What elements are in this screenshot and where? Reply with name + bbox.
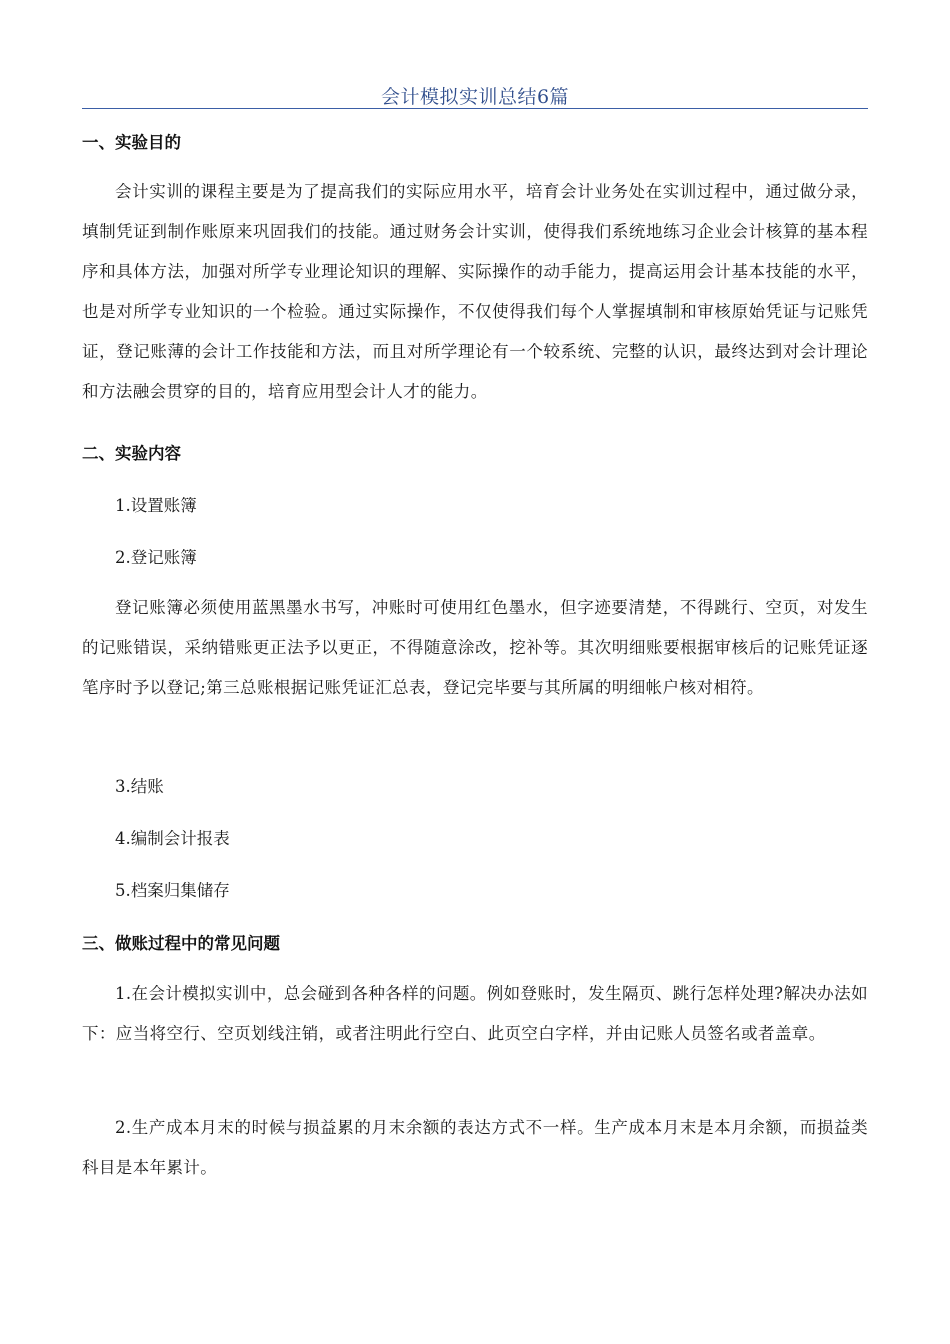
section-heading-purpose: 一、实验目的	[82, 133, 181, 152]
content-item-2: 2.登记账簿	[115, 548, 197, 567]
content-paragraph: 登记账簿必须使用蓝黑墨水书写，冲账时可使用红色墨水，但字迹要清楚，不得跳行、空页，对发生的记账错误，采纳错账更正法予以更正，不得随意涂改，挖补等。其次明细账要根据审核后的记账凭证逐笔序时予以登记;第三总账根据记账凭证汇总表，登记完毕要与其所属的明细帐户核对相符。	[82, 598, 868, 697]
content-item-3: 3.结账	[115, 777, 164, 796]
content-item-4: 4.编制会计报表	[115, 829, 230, 848]
document-title: 会计模拟实训总结6篇	[380, 86, 570, 108]
content-item-5: 5.档案归集储存	[115, 881, 230, 900]
purpose-paragraph: 会计实训的课程主要是为了提高我们的实际应用水平，培育会计业务处在实训过程中，通过做分录，填制凭证到制作账原来巩固我们的技能。通过财务会计实训，使得我们系统地练习企业会计核算的基本程序和具体方法，加强对所学专业理论知识的理解、实际操作的动手能力，提高运用会计基本技能的水平，也是对所学专业知识的一个检验。通过实际操作，不仅使得我们每个人掌握填制和审核原始凭证与记账凭证，登记账薄的会计工作技能和方法，而且对所学理论有一个较系统、完整的认识，最终达到对会计理论和方法融会贯穿的目的，培育应用型会计人才的能力。	[82, 182, 868, 401]
section-heading-problems: 三、做账过程中的常见问题	[82, 934, 280, 953]
problems-paragraph-2: 2.生产成本月末的时候与损益累的月末余额的表达方式不一样。生产成本月末是本月余额，而损益类科目是本年累计。	[82, 1118, 868, 1177]
content-item-1: 1.设置账簿	[115, 496, 197, 515]
title-underline	[82, 108, 868, 109]
section-heading-content: 二、实验内容	[82, 444, 181, 463]
problems-paragraph-1: 1.在会计模拟实训中，总会碰到各种各样的问题。例如登账时，发生隔页、跳行怎样处理?解决办法如下：应当将空行、空页划线注销，或者注明此行空白、此页空白字样，并由记账人员签名或者盖章。	[82, 984, 868, 1043]
